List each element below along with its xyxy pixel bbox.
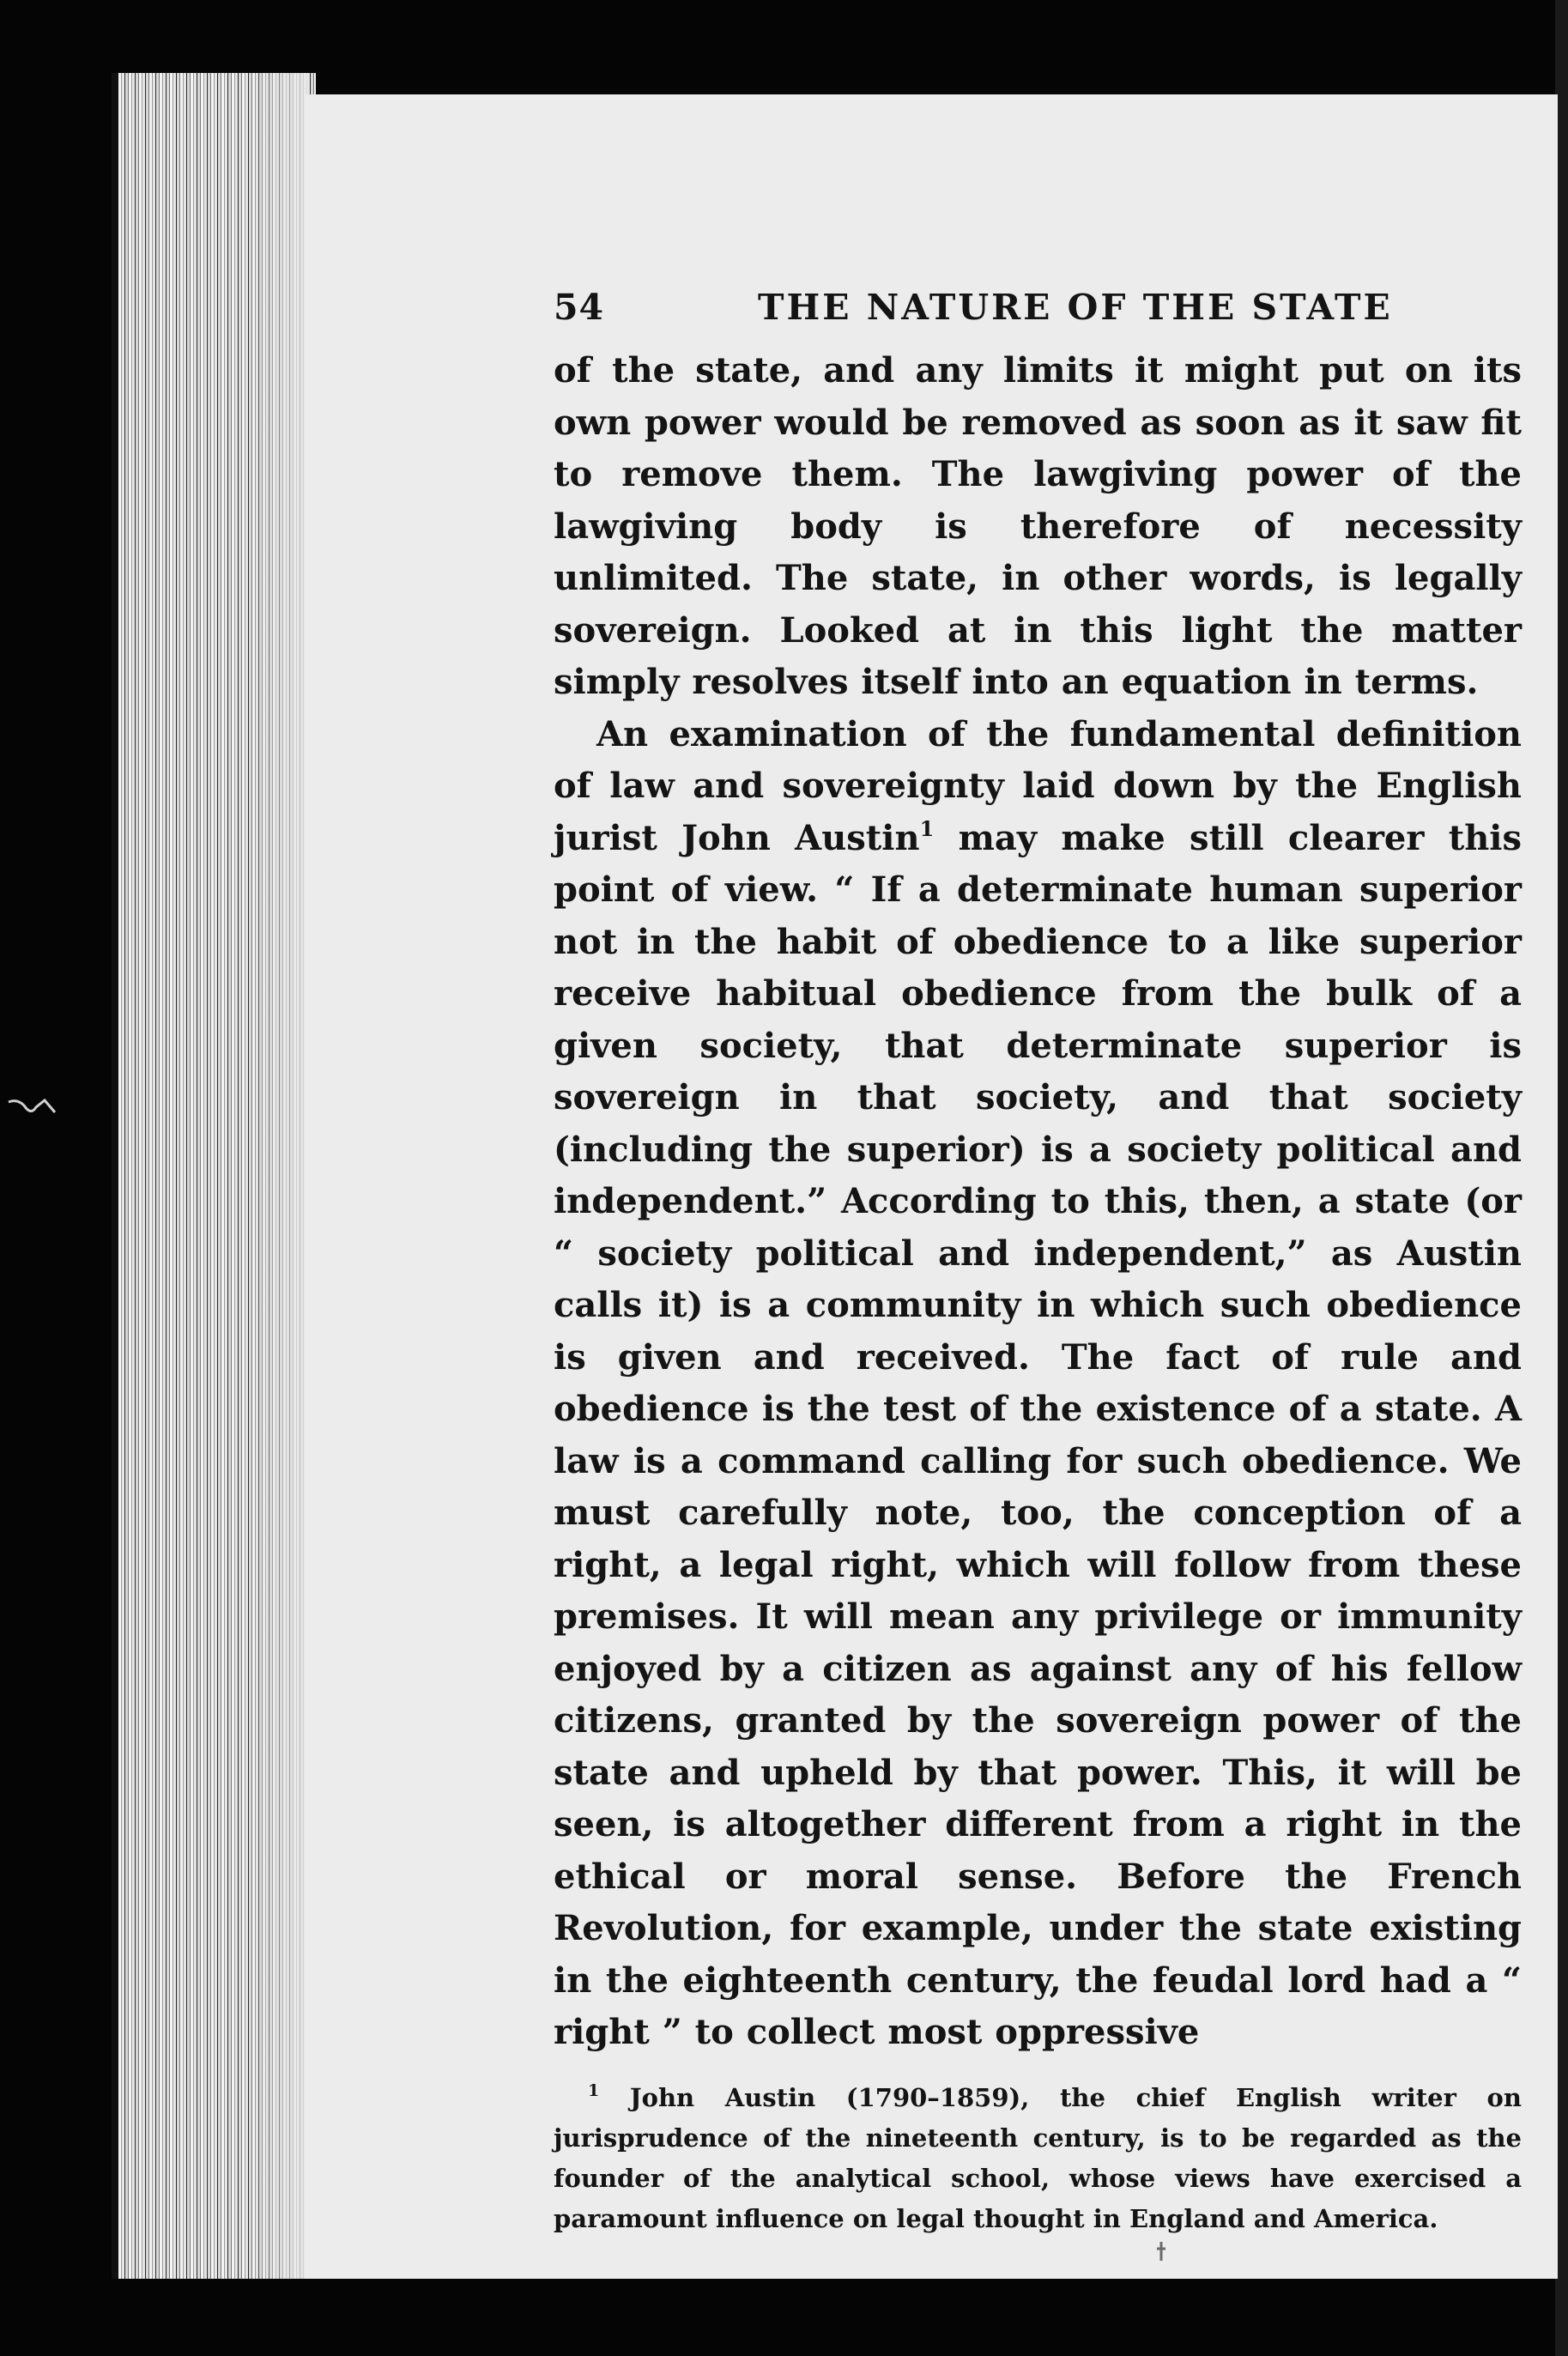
paragraph <box>554 345 1522 709</box>
running-head <box>554 282 1522 333</box>
page-speck <box>1154 2240 1168 2264</box>
running-title: THE NATURE OF THE STATE <box>758 287 1393 328</box>
gutter-shadow <box>257 73 309 2279</box>
footnote <box>554 2078 1522 2239</box>
paragraph-text-after-ref: may make still clearer this point of view. “ If a determinate human superior not in the habit of obedience to a like superior receive habitual obedience from the bulk of a given society, that determinate superior is sovereign in that society, and that society (including the superior) is a society political and independent.” According to this, then, a state (or “ society political and independent,” as Austin calls it) is a community in which such obedience is given and received. The fact of rule and obedience is the test of the existence of a state. A law is a command calling for such obedience. We must carefully note, too, the conception of a right, a legal right, which will follow from these premises. It will mean any privilege or immunity enjoyed by a citizen as against any of his fellow citizens, granted by the sovereign power of the state and upheld by that power. This, it will be seen, is altogether different from a right in the ethical or moral sense. Before the French Revolution, for example, under the state existing in the eighteenth century, the feudal lord had a “ right ” to collect most oppressive <box>554 817 1523 2052</box>
page-number: 54 <box>554 287 605 328</box>
paragraph-text-before-ref: An examination of the fundamental definition of law and sovereignty laid down by the English jurist John Austin <box>554 713 1522 858</box>
footnote-mark: 1 <box>588 2080 600 2100</box>
footnote-reference[interactable]: 1 <box>919 815 935 841</box>
paragraph-text: of the state, and any limits it might put on its own power would be removed as soon as it saw fit to remove them. The lawgiving power of the lawgiving body is therefore of necessity unlimited. The state, in other words, is legally sovereign. Looked at in this light the matter simply resolves itself into an equation in terms. <box>554 350 1522 702</box>
body-text <box>554 345 1522 2059</box>
paragraph <box>554 709 1522 2059</box>
footnote-text: John Austin (1790–1859), the chief English writer on jurisprudence of the nineteenth century, is to be regarded as the founder of the analytical school, whose views have exercised a paramount influence on legal thought in England and America. <box>554 2082 1522 2233</box>
book-page <box>305 94 1558 2279</box>
margin-smudge <box>7 1097 58 1123</box>
page-content <box>554 282 1522 2239</box>
